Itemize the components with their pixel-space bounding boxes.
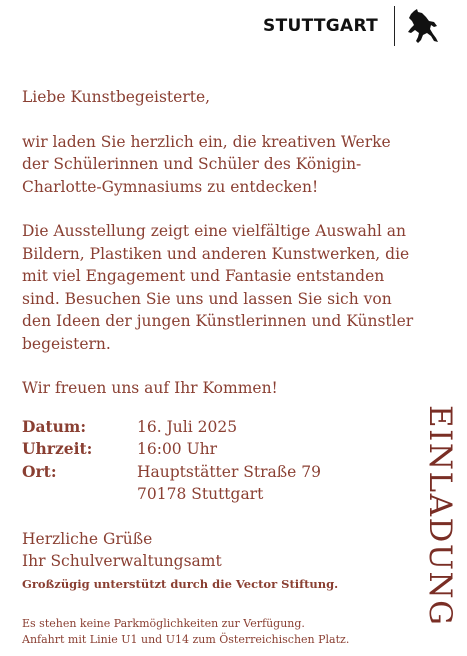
sponsor-note: Großzügig unterstützt durch die Vector Stiftung. [22, 576, 339, 591]
place-label: Ort: [22, 461, 57, 481]
date-row [22, 416, 422, 439]
travel-notes [22, 616, 422, 648]
place-street: Hauptstätter Straße 79 [137, 462, 321, 481]
greeting: Liebe Kunstbegeisterte, [22, 88, 211, 106]
invitation-title: EINLADUNG [422, 405, 458, 627]
transit-note: Anfahrt mit Linie U1 und U14 zum Österreichischen Platz. [22, 633, 350, 646]
time-row [22, 438, 422, 461]
time-label: Uhrzeit: [22, 439, 93, 458]
closing-greeting: Herzliche Grüße [22, 529, 153, 548]
invitation-paragraph: wir laden Sie herzlich ein, die kreativen Werke der Schülerinnen und Schüler des Königin-Charlotte-Gymnasiums zu entdecken! [22, 132, 391, 196]
city-logo: STUTTGART [263, 16, 378, 36]
header [263, 6, 439, 46]
logo-divider [394, 6, 395, 46]
date-value: 16. Juli 2025 [137, 417, 238, 436]
exhibition-paragraph: Die Ausstellung zeigt eine vielfältige Auswahl an Bildern, Plastiken und anderen Kunstwerken, die mit viel Engagement und Fantasie entstanden sind. Besuchen Sie uns und lassen Sie sich von den Ideen der jungen Künstlerinnen und Künstler begeistern. [22, 222, 414, 353]
horse-icon [405, 8, 439, 44]
looking-forward-line: Wir freuen uns auf Ihr Kommen! [22, 379, 278, 397]
letter-body [22, 86, 422, 648]
event-details [22, 416, 422, 506]
closing [22, 528, 422, 573]
place-row [22, 461, 422, 506]
parking-note: Es stehen keine Parkmöglichkeiten zur Verfügung. [22, 617, 305, 630]
place-value [137, 461, 422, 506]
closing-sender: Ihr Schulverwaltungsamt [22, 552, 222, 570]
date-label: Datum: [22, 416, 87, 436]
place-city: 70178 Stuttgart [137, 485, 264, 503]
time-value: 16:00 Uhr [137, 440, 218, 458]
